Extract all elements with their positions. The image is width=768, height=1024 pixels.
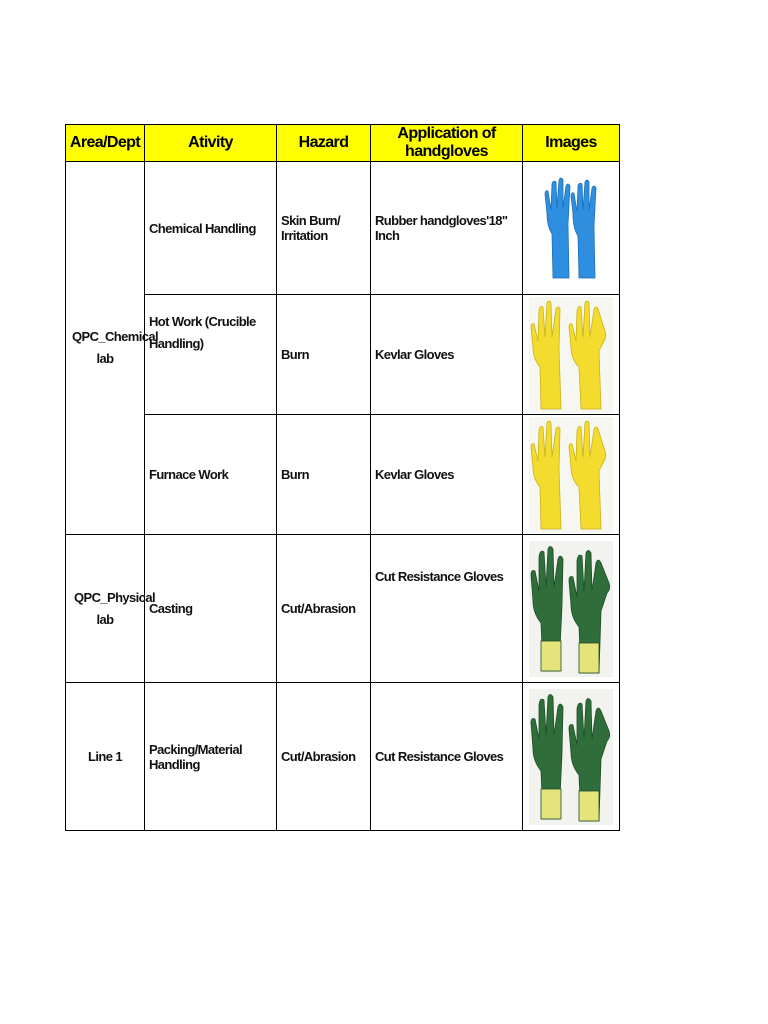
yellow-kevlar-gloves-icon [529,417,613,533]
image-cell [523,295,620,415]
activity-label-line2: Handling) [149,335,204,351]
table-row [66,683,620,831]
application-label: Rubber handgloves'18" Inch [375,213,508,243]
activity-label: Casting [149,601,193,616]
application-label: Kevlar Gloves [375,347,454,362]
hazard-cell [277,295,371,415]
application-cell [371,683,523,831]
hazard-label: Burn [281,467,309,482]
application-label: Cut Resistance Gloves [375,749,504,764]
hazard-cell [277,415,371,535]
hazard-label: Cut/Abrasion [281,601,356,616]
application-cell [371,535,523,683]
application-cell [371,162,523,295]
hazard-label: Burn [281,347,309,362]
table-row [66,295,620,415]
application-cell [371,295,523,415]
yellow-kevlar-gloves-icon [529,297,613,413]
hazard-cell [277,162,371,295]
image-cell [523,683,620,831]
header-images: Images [523,125,620,162]
hazard-cell [277,683,371,831]
area-label: QPC_Chemical lab [72,329,159,366]
activity-label: Furnace Work [149,467,229,482]
blue-rubber-gloves-icon [541,174,601,282]
activity-cell [145,683,277,831]
image-cell [523,415,620,535]
activity-cell [145,415,277,535]
activity-cell [145,162,277,295]
activity-label: Packing/Material Handling [149,741,242,772]
area-cell [66,683,145,831]
activity-cell [145,295,277,415]
glove-table [65,124,620,831]
activity-cell [145,535,277,683]
activity-label-line1: Hot Work (Crucible [149,313,256,329]
table-row [66,162,620,295]
area-cell [66,535,155,683]
activity-label: Chemical Handling [149,220,256,236]
header-application: Application of handgloves [371,125,523,162]
green-cut-resistant-gloves-icon [529,689,613,825]
header-hazard: Hazard [277,125,371,162]
area-cell [66,162,159,535]
hazard-label: Skin Burn/ Irritation [281,213,341,243]
header-activity: Ativity [145,125,277,162]
green-cut-resistant-gloves-icon [529,541,613,677]
application-cell [371,415,523,535]
header-area: Area/Dept [66,125,145,162]
application-label: Kevlar Gloves [375,467,454,482]
area-label: QPC_Physical lab [74,589,155,627]
hazard-label: Cut/Abrasion [281,749,356,764]
table-row [66,415,620,535]
hazard-cell [277,535,371,683]
application-label: Cut Resistance Gloves [375,569,504,584]
header-row [66,125,620,162]
image-cell [523,162,620,295]
image-cell [523,535,620,683]
glove-requirements-sheet [65,124,618,831]
table-row [66,535,620,683]
area-label: Line 1 [88,749,122,764]
